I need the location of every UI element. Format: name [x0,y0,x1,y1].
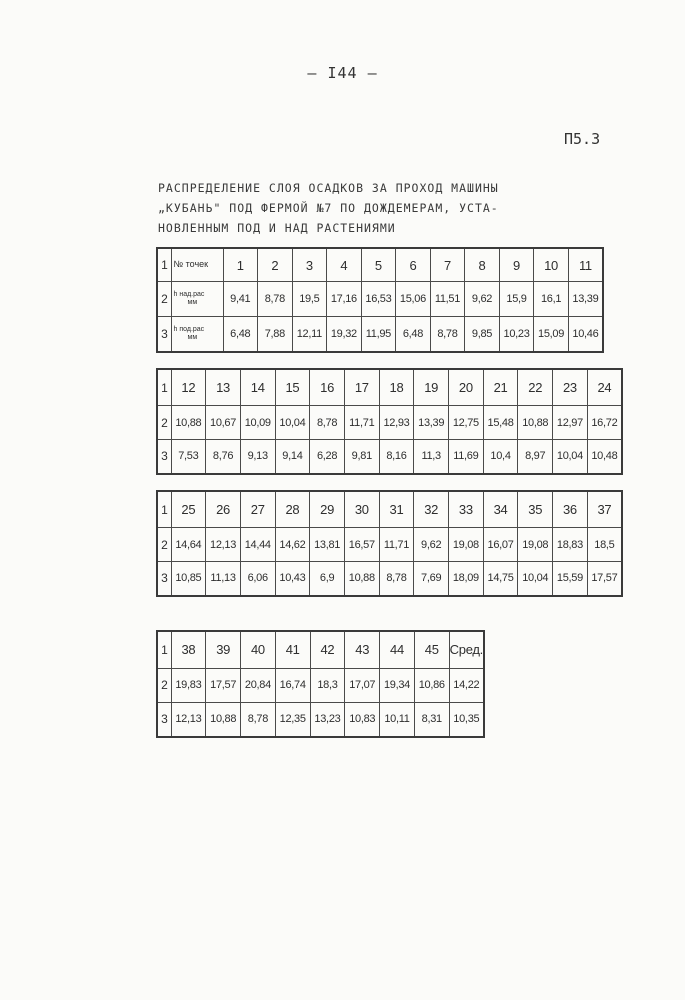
point-number-cell: 35 [518,491,553,528]
value-cell: 11,71 [379,528,414,562]
value-cell: 19,08 [518,528,553,562]
value-cell: 6,06 [240,561,275,596]
point-number-cell: 31 [379,491,414,528]
value-cell: 19,34 [380,668,415,702]
table-caption [158,178,618,238]
point-number-cell: 21 [483,369,518,406]
point-number-cell: 22 [518,369,553,406]
point-number-cell: 2 [258,248,293,282]
point-number-row [157,248,603,282]
value-cell: 11,69 [449,439,484,474]
value-cell: 9,81 [344,439,379,474]
value-cell: 12,75 [449,406,484,440]
point-number-cell: 18 [379,369,414,406]
row-index: 1 [157,248,171,282]
value-cell: 14,22 [449,668,484,702]
value-cell: 8,97 [518,439,553,474]
value-cell: 13,39 [414,406,449,440]
appendix-reference: П5.3 [564,130,601,148]
value-cell: 7,53 [171,439,206,474]
data-table-1 [156,247,604,353]
point-number-cell: 33 [449,491,484,528]
value-cell: 8,31 [414,702,449,737]
point-number-cell: 8 [465,248,500,282]
value-cell: 15,48 [483,406,518,440]
value-cell: 12,11 [292,316,327,352]
value-cell: 20,84 [241,668,276,702]
data-table-3 [156,490,623,597]
row-index: 3 [157,439,171,474]
point-number-cell: 32 [414,491,449,528]
row-index: 2 [157,282,171,317]
value-cell: 15,59 [553,561,588,596]
value-cell: 17,57 [587,561,622,596]
point-number-cell: 30 [344,491,379,528]
point-number-cell: 40 [241,631,276,668]
point-number-cell: 45 [414,631,449,668]
point-number-cell: 5 [361,248,396,282]
value-cell: 15,09 [534,316,569,352]
row-label [171,316,223,352]
value-cell: 17,16 [327,282,362,317]
value-cell: 10,88 [344,561,379,596]
below-canopy-row [157,316,603,352]
value-cell: 12,13 [206,528,241,562]
point-number-cell: 26 [206,491,241,528]
data-table-4 [156,630,485,738]
value-cell: 9,13 [240,439,275,474]
value-cell: 10,46 [568,316,603,352]
row-index: 1 [157,631,171,668]
data-table-2 [156,368,623,475]
value-cell: 10,83 [345,702,380,737]
point-number-cell: 13 [206,369,241,406]
point-number-cell: 42 [310,631,345,668]
value-cell: 15,06 [396,282,431,317]
row-index: 3 [157,316,171,352]
value-cell: 14,44 [240,528,275,562]
value-cell: 10,09 [240,406,275,440]
value-cell: 12,13 [171,702,206,737]
point-number-cell: 25 [171,491,206,528]
point-number-cell: 1 [223,248,258,282]
value-cell: 10,4 [483,439,518,474]
value-cell: 13,23 [310,702,345,737]
value-cell: 18,3 [310,668,345,702]
value-cell: 8,78 [241,702,276,737]
value-cell: 11,51 [430,282,465,317]
value-cell: 10,23 [499,316,534,352]
point-number-cell: 3 [292,248,327,282]
value-cell: 14,62 [275,528,310,562]
point-number-cell: 41 [275,631,310,668]
point-number-cell: Сред. [449,631,484,668]
value-cell: 8,16 [379,439,414,474]
row-label-text: h под.рас [173,325,205,333]
page-number: – I44 – [307,64,378,82]
value-cell: 16,72 [587,406,622,440]
value-cell: 8,76 [206,439,241,474]
point-number-cell: 16 [310,369,345,406]
point-number-cell: 36 [553,491,588,528]
value-cell: 12,97 [553,406,588,440]
value-cell: 7,69 [414,561,449,596]
row-label-text: № точек [173,259,209,270]
value-cell: 10,86 [414,668,449,702]
value-cell: 13,39 [568,282,603,317]
value-cell: 6,9 [310,561,345,596]
value-cell: 17,07 [345,668,380,702]
row-label-unit: мм [187,298,198,306]
value-cell: 16,1 [534,282,569,317]
value-cell: 10,85 [171,561,206,596]
value-cell: 15,9 [499,282,534,317]
value-cell: 10,04 [518,561,553,596]
point-number-cell: 27 [240,491,275,528]
value-cell: 10,04 [275,406,310,440]
value-cell: 16,74 [275,668,310,702]
point-number-cell: 10 [534,248,569,282]
above-canopy-row [157,668,484,702]
value-cell: 10,43 [275,561,310,596]
caption-line: „КУБАНЬ" ПОД ФЕРМОЙ №7 ПО ДОЖДЕМЕРАМ, УСТА- [158,201,499,215]
value-cell: 14,75 [483,561,518,596]
below-canopy-row [157,702,484,737]
value-cell: 10,88 [206,702,241,737]
point-number-cell: 6 [396,248,431,282]
point-number-cell: 39 [206,631,241,668]
row-index: 1 [157,491,171,528]
value-cell: 19,5 [292,282,327,317]
row-index: 2 [157,406,171,440]
point-number-cell: 24 [587,369,622,406]
point-number-cell: 43 [345,631,380,668]
value-cell: 8,78 [258,282,293,317]
value-cell: 6,48 [396,316,431,352]
value-cell: 10,88 [518,406,553,440]
value-cell: 9,85 [465,316,500,352]
value-cell: 16,57 [344,528,379,562]
value-cell: 14,64 [171,528,206,562]
value-cell: 11,71 [344,406,379,440]
above-canopy-row [157,282,603,317]
value-cell: 12,35 [275,702,310,737]
point-number-cell: 15 [275,369,310,406]
point-number-cell: 9 [499,248,534,282]
point-number-cell: 19 [414,369,449,406]
point-number-cell: 4 [327,248,362,282]
point-number-cell: 17 [344,369,379,406]
point-number-cell: 7 [430,248,465,282]
value-cell: 16,53 [361,282,396,317]
point-number-cell: 37 [587,491,622,528]
point-number-cell: 14 [240,369,275,406]
value-cell: 9,62 [414,528,449,562]
point-number-cell: 38 [171,631,206,668]
value-cell: 18,83 [553,528,588,562]
caption-line: НОВЛЕННЫМ ПОД И НАД РАСТЕНИЯМИ [158,221,396,235]
value-cell: 9,62 [465,282,500,317]
value-cell: 8,78 [310,406,345,440]
value-cell: 10,35 [449,702,484,737]
row-index: 3 [157,561,171,596]
value-cell: 12,93 [379,406,414,440]
point-number-cell: 11 [568,248,603,282]
value-cell: 9,14 [275,439,310,474]
value-cell: 9,41 [223,282,258,317]
value-cell: 16,07 [483,528,518,562]
value-cell: 19,83 [171,668,206,702]
value-cell: 10,04 [553,439,588,474]
value-cell: 11,95 [361,316,396,352]
row-label [171,248,223,282]
point-number-cell: 28 [275,491,310,528]
value-cell: 6,28 [310,439,345,474]
below-canopy-row [157,439,622,474]
value-cell: 19,08 [449,528,484,562]
value-cell: 18,09 [449,561,484,596]
value-cell: 10,67 [206,406,241,440]
row-index: 1 [157,369,171,406]
point-number-cell: 12 [171,369,206,406]
row-index: 3 [157,702,171,737]
above-canopy-row [157,528,622,562]
point-number-cell: 29 [310,491,345,528]
below-canopy-row [157,561,622,596]
above-canopy-row [157,406,622,440]
point-number-row [157,369,622,406]
caption-line: РАСПРЕДЕЛЕНИЕ СЛОЯ ОСАДКОВ ЗА ПРОХОД МАШИНЫ [158,181,499,195]
value-cell: 18,5 [587,528,622,562]
value-cell: 10,48 [587,439,622,474]
point-number-cell: 34 [483,491,518,528]
row-index: 2 [157,668,171,702]
value-cell: 8,78 [379,561,414,596]
row-index: 2 [157,528,171,562]
row-label-text: h над.рас [173,290,205,298]
row-label [171,282,223,317]
row-label-unit: мм [187,333,198,341]
value-cell: 7,88 [258,316,293,352]
value-cell: 10,88 [171,406,206,440]
point-number-cell: 20 [449,369,484,406]
value-cell: 17,57 [206,668,241,702]
point-number-cell: 23 [553,369,588,406]
value-cell: 19,32 [327,316,362,352]
value-cell: 8,78 [430,316,465,352]
value-cell: 6,48 [223,316,258,352]
value-cell: 13,81 [310,528,345,562]
point-number-row [157,491,622,528]
point-number-row [157,631,484,668]
value-cell: 10,11 [380,702,415,737]
point-number-cell: 44 [380,631,415,668]
value-cell: 11,3 [414,439,449,474]
value-cell: 11,13 [206,561,241,596]
